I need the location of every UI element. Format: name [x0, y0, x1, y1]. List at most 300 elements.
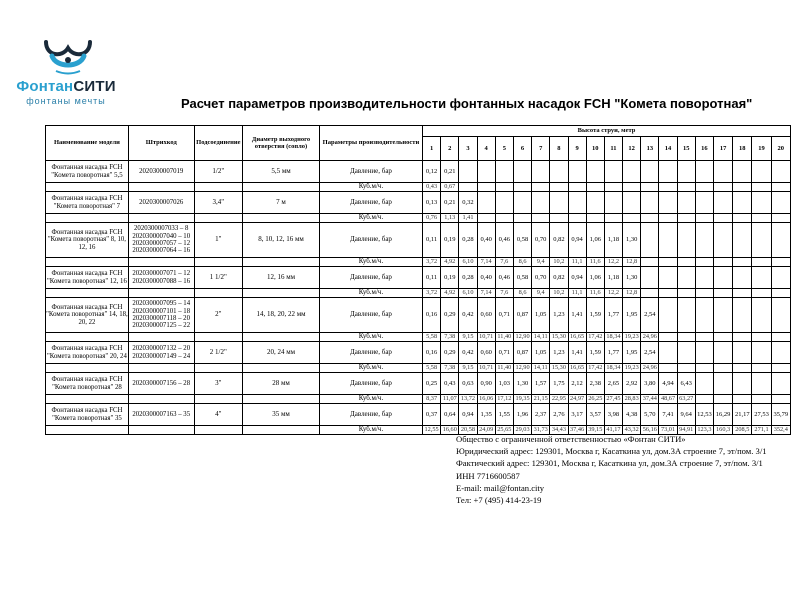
model-name: Фонтанная насадка FCH "Комета поворотная" 20, 24 [46, 342, 129, 364]
flow-value: 37,46 [568, 426, 586, 435]
pressure-value [659, 298, 677, 333]
pressure-value [532, 192, 550, 214]
pressure-value: 1,77 [604, 342, 622, 364]
flow-value [677, 214, 695, 223]
pressure-value: 1,30 [623, 223, 641, 258]
pressure-value [604, 161, 622, 183]
nozzle-diameter: 14, 18, 20, 22 мм [243, 298, 320, 333]
flow-value: 9,15 [459, 333, 477, 342]
flow-value: 11,40 [495, 333, 513, 342]
barcode: 2020300007071 – 12 [132, 270, 191, 278]
pressure-label: Давление, бар [319, 192, 422, 214]
flow-value [495, 214, 513, 223]
pressure-value [695, 267, 713, 289]
header-barcode: Штрихкод [128, 126, 194, 161]
flow-value: 7,38 [441, 333, 459, 342]
pressure-value: 0,16 [423, 298, 441, 333]
flow-value [771, 214, 790, 223]
pressure-value: 1,05 [532, 342, 550, 364]
pressure-value [677, 192, 695, 214]
flow-value [641, 289, 659, 298]
flow-value: 37,44 [641, 395, 659, 404]
pressure-value [714, 223, 733, 258]
flow-value: 16,60 [441, 426, 459, 435]
pressure-value: 2,65 [604, 373, 622, 395]
flow-value [771, 289, 790, 298]
model-name: Фонтанная насадка FCH "Комета поворотная" 14, 18, 20, 22 [46, 298, 129, 333]
pressure-value [623, 161, 641, 183]
flow-value: 16,65 [568, 333, 586, 342]
pressure-value: 0,28 [459, 223, 477, 258]
connection-size: 2" [194, 298, 243, 333]
pressure-value: 1,05 [532, 298, 550, 333]
header-diameter: Диаметр выходного отверстия (сопло) [243, 126, 320, 161]
empty-cell [194, 364, 243, 373]
flow-value [604, 183, 622, 192]
header-height-col: 17 [714, 137, 733, 161]
flow-value: 17,42 [586, 333, 604, 342]
flow-value: 10,2 [550, 258, 568, 267]
flow-value: 16,06 [477, 395, 495, 404]
barcode: 2020300007019 [139, 167, 184, 175]
pressure-value [714, 373, 733, 395]
flow-label: Куб.м/ч. [319, 258, 422, 267]
company-actual-address: Фактический адрес: 129301, Москва г, Касаткина ул, дом.3А строение 7, эт/пом. 3/1 [456, 458, 763, 469]
flow-value [677, 333, 695, 342]
pressure-value: 0,82 [550, 223, 568, 258]
flow-value [641, 258, 659, 267]
header-height: Высота струи, метр [423, 126, 791, 137]
empty-cell [243, 289, 320, 298]
header-height-col: 11 [604, 137, 622, 161]
header-connection: Подсоединение [194, 126, 243, 161]
connection-size: 1 1/2" [194, 267, 243, 289]
pressure-label: Давление, бар [319, 373, 422, 395]
pressure-value [733, 298, 752, 333]
flow-value: 15,30 [550, 364, 568, 373]
header-height-col: 10 [586, 137, 604, 161]
flow-value [623, 183, 641, 192]
flow-label: Куб.м/ч. [319, 395, 422, 404]
pressure-value: 0,82 [550, 267, 568, 289]
flow-value [771, 258, 790, 267]
pressure-value [752, 223, 771, 258]
pressure-label: Давление, бар [319, 404, 422, 426]
flow-value: 123,3 [695, 426, 713, 435]
pressure-label: Давление, бар [319, 342, 422, 364]
flow-value: 24,09 [477, 426, 495, 435]
flow-value [659, 364, 677, 373]
pressure-value [714, 342, 733, 364]
flow-value [733, 333, 752, 342]
model-name: Фонтанная насадка FCH "Комета поворотная" 7 [46, 192, 129, 214]
flow-value: 1,13 [441, 214, 459, 223]
pressure-value: 5,70 [641, 404, 659, 426]
flow-value [550, 183, 568, 192]
pressure-value [532, 161, 550, 183]
flow-value: 10,2 [550, 289, 568, 298]
barcode-cell [128, 223, 194, 258]
flow-value [568, 183, 586, 192]
flow-value: 24,96 [641, 364, 659, 373]
connection-size: 3,4" [194, 192, 243, 214]
flow-value: 63,27 [677, 395, 695, 404]
flow-value: 19,23 [623, 364, 641, 373]
pressure-value: 21,17 [733, 404, 752, 426]
pressure-value: 12,53 [695, 404, 713, 426]
pressure-value [733, 373, 752, 395]
pressure-value: 0,71 [495, 298, 513, 333]
barcode: 2020300007040 – 10 [132, 232, 191, 240]
pressure-value: 2,12 [568, 373, 586, 395]
pressure-value: 2,76 [550, 404, 568, 426]
flow-value [752, 395, 771, 404]
flow-value: 19,23 [623, 333, 641, 342]
pressure-value: 3,57 [586, 404, 604, 426]
flow-value [641, 214, 659, 223]
barcode: 2020300007088 – 16 [132, 277, 191, 285]
pressure-value: 0,90 [477, 373, 495, 395]
empty-cell [243, 364, 320, 373]
empty-cell [128, 364, 194, 373]
header-height-col: 1 [423, 137, 441, 161]
pressure-value [641, 223, 659, 258]
pressure-value [752, 298, 771, 333]
connection-size: 1" [194, 223, 243, 258]
flow-value [677, 364, 695, 373]
barcode: 2020300007033 – 8 [134, 225, 189, 233]
pressure-value [459, 161, 477, 183]
pressure-value [659, 342, 677, 364]
barcode: 2020300007132 – 20 [132, 345, 191, 353]
barcode: 2020300007156 – 28 [132, 379, 191, 387]
logo-brand-part1: Фонтан [16, 78, 74, 95]
pressure-value [677, 161, 695, 183]
pressure-value: 35,79 [771, 404, 790, 426]
table-row-flow [46, 395, 791, 404]
flow-value [752, 364, 771, 373]
pressure-value [695, 223, 713, 258]
flow-value: 11,6 [586, 258, 604, 267]
company-legal-address: Юридический адрес: 129301, Москва г, Касаткина ул, дом.3А строение 7, эт/пом. 3/1 [456, 446, 767, 457]
flow-value [695, 364, 713, 373]
flow-value [714, 333, 733, 342]
pressure-value: 0,87 [513, 298, 531, 333]
flow-value: 0,43 [423, 183, 441, 192]
flow-value [659, 289, 677, 298]
flow-value: 27,45 [604, 395, 622, 404]
flow-value: 14,11 [532, 333, 550, 342]
flow-value: 16,65 [568, 364, 586, 373]
fountain-logo-icon [42, 38, 94, 78]
pressure-value [771, 342, 790, 364]
flow-value: 7,14 [477, 258, 495, 267]
flow-value: 8,6 [513, 258, 531, 267]
pressure-value [568, 192, 586, 214]
pressure-label: Давление, бар [319, 298, 422, 333]
company-phone: Тел: +7 (495) 414-23-19 [456, 494, 542, 505]
empty-cell [46, 214, 129, 223]
header-height-col: 4 [477, 137, 495, 161]
barcode-cell [128, 373, 194, 395]
nozzle-diameter: 12, 16 мм [243, 267, 320, 289]
empty-cell [128, 258, 194, 267]
flow-value [771, 395, 790, 404]
barcode: 2020300007118 – 20 [132, 315, 190, 322]
pressure-value: 0,94 [568, 223, 586, 258]
barcode: 2020300007095 – 14 [132, 300, 191, 308]
pressure-value: 1,57 [532, 373, 550, 395]
pressure-value [659, 223, 677, 258]
pressure-value: 0,29 [441, 298, 459, 333]
flow-value: 24,96 [641, 333, 659, 342]
pressure-value: 3,80 [641, 373, 659, 395]
header-height-col: 19 [752, 137, 771, 161]
pressure-value: 1,23 [550, 342, 568, 364]
empty-cell [194, 214, 243, 223]
table-row-flow [46, 258, 791, 267]
pressure-value: 0,21 [441, 192, 459, 214]
pressure-value [771, 192, 790, 214]
pressure-value: 1,95 [623, 298, 641, 333]
flow-value: 8,6 [513, 289, 531, 298]
flow-value [733, 183, 752, 192]
model-name: Фонтанная насадка FCH "Комета поворотная" 5,5 [46, 161, 129, 183]
flow-value: 3,72 [423, 258, 441, 267]
table-row-flow [46, 333, 791, 342]
pressure-value: 0,13 [423, 192, 441, 214]
pressure-value: 4,38 [623, 404, 641, 426]
pressure-value: 0,58 [513, 223, 531, 258]
table-row-flow [46, 214, 791, 223]
flow-value [659, 214, 677, 223]
flow-value [623, 214, 641, 223]
flow-value: 160,3 [714, 426, 733, 435]
flow-value: 34,43 [550, 426, 568, 435]
flow-value [641, 183, 659, 192]
header-height-col: 14 [659, 137, 677, 161]
empty-cell [128, 426, 194, 435]
flow-value [532, 214, 550, 223]
company-email: E-mail: mail@fontan.city [456, 482, 545, 493]
model-name: Фонтанная насадка FCH "Комета поворотная" 8, 10, 12, 16 [46, 223, 129, 258]
flow-value: 12,8 [623, 258, 641, 267]
pressure-value [550, 192, 568, 214]
nozzle-diameter: 8, 10, 12, 16 мм [243, 223, 320, 258]
performance-table [45, 125, 791, 435]
flow-label: Куб.м/ч. [319, 426, 422, 435]
flow-value: 9,15 [459, 364, 477, 373]
flow-value: 1,41 [459, 214, 477, 223]
pressure-label: Давление, бар [319, 223, 422, 258]
pressure-value [623, 192, 641, 214]
flow-value: 43,32 [623, 426, 641, 435]
barcode: 2020300007149 – 24 [132, 352, 191, 360]
flow-value [695, 214, 713, 223]
table-row-pressure [46, 298, 791, 333]
flow-value [677, 183, 695, 192]
pressure-value: 1,18 [604, 267, 622, 289]
flow-value: 10,71 [477, 333, 495, 342]
pressure-value [677, 298, 695, 333]
flow-value [459, 183, 477, 192]
pressure-value [695, 342, 713, 364]
flow-value: 4,92 [441, 258, 459, 267]
empty-cell [243, 258, 320, 267]
empty-cell [46, 289, 129, 298]
pressure-label: Давление, бар [319, 267, 422, 289]
flow-value: 7,6 [495, 258, 513, 267]
pressure-value: 0,43 [441, 373, 459, 395]
flow-value: 11,07 [441, 395, 459, 404]
flow-value [513, 214, 531, 223]
flow-value: 12,8 [623, 289, 641, 298]
empty-cell [128, 289, 194, 298]
flow-value: 18,34 [604, 333, 622, 342]
logo-wordmark [6, 78, 126, 95]
flow-value [532, 183, 550, 192]
pressure-value [513, 161, 531, 183]
flow-value: 41,17 [604, 426, 622, 435]
flow-value [586, 214, 604, 223]
flow-value [677, 258, 695, 267]
pressure-value [714, 161, 733, 183]
pressure-value [733, 192, 752, 214]
barcode: 2020300007057 – 12 [132, 240, 191, 247]
header-height-col: 8 [550, 137, 568, 161]
header-height-col: 12 [623, 137, 641, 161]
empty-cell [46, 333, 129, 342]
flow-value [695, 395, 713, 404]
pressure-value: 0,60 [477, 342, 495, 364]
nozzle-diameter: 5,5 мм [243, 161, 320, 183]
flow-value [659, 183, 677, 192]
pressure-value: 1,41 [568, 298, 586, 333]
pressure-value: 1,41 [568, 342, 586, 364]
pressure-value: 0,40 [477, 267, 495, 289]
pressure-value [495, 161, 513, 183]
connection-size: 1/2" [194, 161, 243, 183]
connection-size: 4" [194, 404, 243, 426]
pressure-value: 0,60 [477, 298, 495, 333]
barcode-cell [128, 267, 194, 289]
flow-value: 25,65 [495, 426, 513, 435]
flow-value [677, 289, 695, 298]
flow-value: 4,92 [441, 289, 459, 298]
empty-cell [128, 183, 194, 192]
pressure-value: 1,96 [513, 404, 531, 426]
flow-value [733, 214, 752, 223]
pressure-value: 1,35 [477, 404, 495, 426]
flow-value [495, 183, 513, 192]
pressure-value: 0,19 [441, 267, 459, 289]
pressure-value: 0,40 [477, 223, 495, 258]
pressure-value: 0,71 [495, 342, 513, 364]
flow-value: 11,6 [586, 289, 604, 298]
barcode: 2020300007064 – 16 [132, 247, 191, 255]
flow-value [714, 214, 733, 223]
flow-value: 14,11 [532, 364, 550, 373]
flow-value: 22,95 [550, 395, 568, 404]
flow-value: 0,76 [423, 214, 441, 223]
flow-value: 7,6 [495, 289, 513, 298]
empty-cell [243, 426, 320, 435]
flow-value: 9,4 [532, 258, 550, 267]
header-height-col: 18 [733, 137, 752, 161]
pressure-value [477, 192, 495, 214]
pressure-value: 0,64 [441, 404, 459, 426]
header-height-col: 5 [495, 137, 513, 161]
flow-value: 5,58 [423, 333, 441, 342]
pressure-value [771, 161, 790, 183]
flow-value [771, 364, 790, 373]
pressure-value [477, 161, 495, 183]
pressure-value [641, 192, 659, 214]
barcode: 2020300007026 [139, 198, 184, 206]
table-row-flow [46, 289, 791, 298]
pressure-value: 0,46 [495, 267, 513, 289]
flow-value: 17,42 [586, 364, 604, 373]
pressure-label: Давление, бар [319, 161, 422, 183]
connection-size: 2 1/2" [194, 342, 243, 364]
header-height-col: 2 [441, 137, 459, 161]
flow-value: 208,5 [733, 426, 752, 435]
flow-value [513, 183, 531, 192]
flow-value [752, 289, 771, 298]
flow-value [714, 395, 733, 404]
empty-cell [194, 333, 243, 342]
pressure-value [714, 267, 733, 289]
pressure-value: 1,55 [495, 404, 513, 426]
pressure-value [771, 373, 790, 395]
empty-cell [194, 183, 243, 192]
pressure-value: 0,21 [441, 161, 459, 183]
flow-value: 29,03 [513, 426, 531, 435]
header-height-col: 20 [771, 137, 790, 161]
flow-value: 17,12 [495, 395, 513, 404]
pressure-value [641, 161, 659, 183]
empty-cell [46, 395, 129, 404]
table-row-flow [46, 364, 791, 373]
model-name: Фонтанная насадка FCH "Комета поворотная" 12, 16 [46, 267, 129, 289]
flow-value [695, 333, 713, 342]
flow-value [733, 258, 752, 267]
flow-value: 48,67 [659, 395, 677, 404]
flow-value: 352,4 [771, 426, 790, 435]
pressure-value [659, 161, 677, 183]
flow-value [659, 258, 677, 267]
pressure-value: 1,59 [586, 298, 604, 333]
pressure-value: 1,30 [513, 373, 531, 395]
flow-value: 10,71 [477, 364, 495, 373]
empty-cell [128, 214, 194, 223]
flow-value: 5,58 [423, 364, 441, 373]
header-height-col: 3 [459, 137, 477, 161]
pressure-value [677, 342, 695, 364]
table-row-pressure [46, 373, 791, 395]
flow-value: 19,35 [513, 395, 531, 404]
pressure-value [550, 161, 568, 183]
flow-value: 7,14 [477, 289, 495, 298]
flow-value: 7,38 [441, 364, 459, 373]
flow-value: 12,90 [513, 333, 531, 342]
pressure-value: 0,63 [459, 373, 477, 395]
flow-value [752, 258, 771, 267]
table-body [46, 161, 791, 435]
flow-value [714, 258, 733, 267]
table-row-pressure [46, 192, 791, 214]
pressure-value: 0,16 [423, 342, 441, 364]
